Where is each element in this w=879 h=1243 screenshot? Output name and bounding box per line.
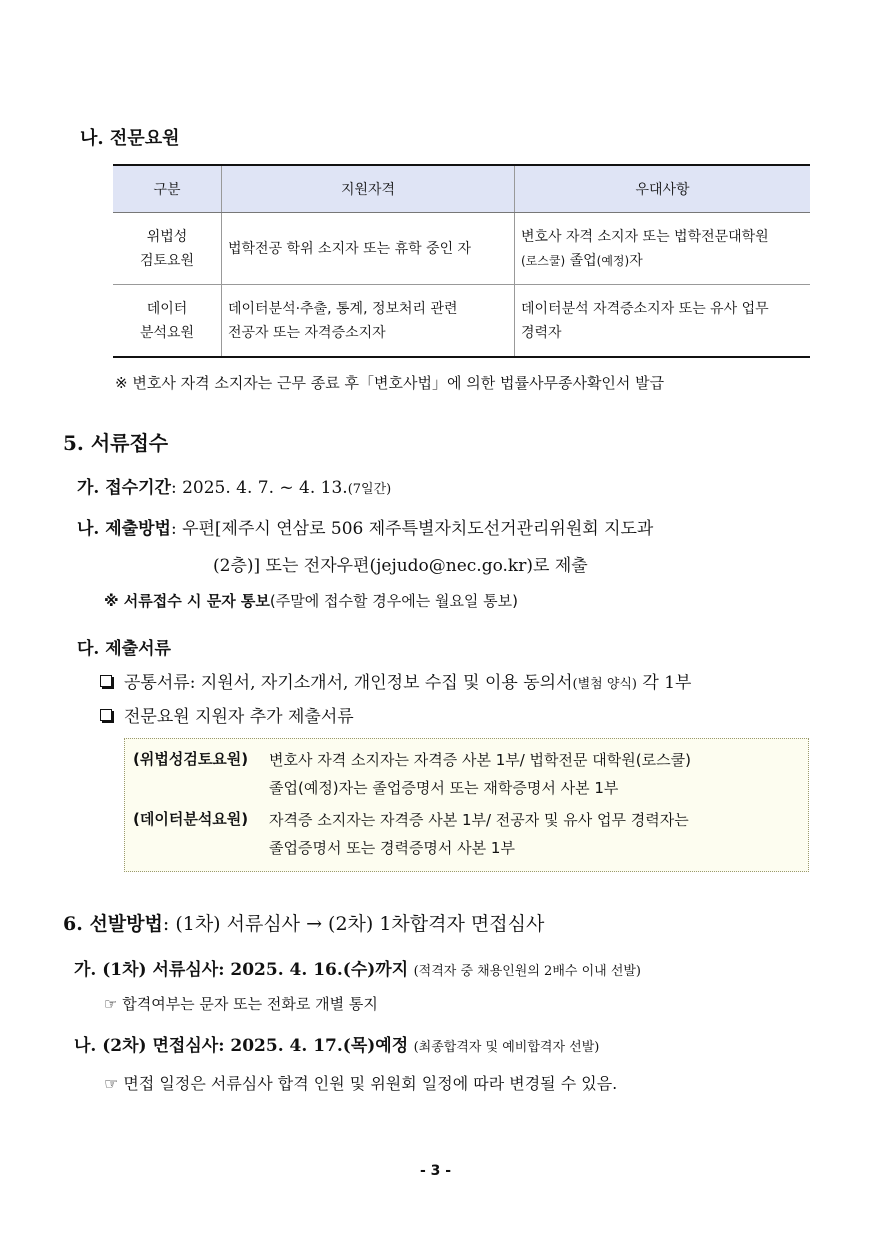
section-5-title: 5. 서류접수: [63, 431, 169, 455]
table-cell-category: [113, 285, 222, 358]
method-line1: : 우편[제주시 연삼로 506 제주특별자치도선거관리위원회 지도과: [170, 519, 654, 539]
stage1-review: [74, 955, 641, 980]
additional-documents-box: [124, 738, 809, 872]
preference-line: 변호사 자격 소지자 또는 법학전문대학원: [521, 228, 769, 245]
box-text-legal: [269, 746, 800, 802]
stage2-note: (최종합격자 및 예비합격자 선발): [413, 1040, 600, 1055]
category-line: 분석요원: [139, 324, 195, 341]
documents-label: 다. 제출서류: [77, 639, 171, 659]
method-label: 나. 제출방법: [77, 519, 171, 539]
category-line: 검토요원: [139, 252, 195, 269]
box-line: 졸업(예정)자는 졸업증명서 또는 재학증명서 사본 1부: [269, 779, 619, 797]
table-header-preference: 우대사항: [515, 165, 811, 213]
stage1-bold: 가. (1차) 서류심사: 2025. 4. 16.(수)까지: [74, 960, 409, 980]
stage2-sub: ☞ 면접 일정은 서류심사 합격 인원 및 위원회 일정에 따라 변경될 수 있음.: [104, 1074, 618, 1093]
common-docs-small: (별첨 양식): [572, 677, 638, 692]
category-line: 데이터: [146, 300, 188, 317]
preference-small-text: (예정): [596, 253, 630, 268]
checkbox-bullet-icon: [100, 675, 112, 687]
expert-documents: [100, 702, 354, 727]
category-line: 위법성: [146, 228, 188, 245]
table-cell-qualification: 법학전공 학위 소지자 또는 휴학 중인 자: [222, 213, 515, 285]
submission-period: [77, 473, 391, 498]
common-docs-text: 공통서류: 지원서, 자기소개서, 개인정보 수집 및 이용 동의서: [124, 673, 573, 693]
section-6-title: [63, 909, 544, 936]
common-docs-text: 각 1부: [637, 673, 692, 693]
notice-rest: (주말에 접수할 경우에는 월요일 통보): [269, 592, 519, 610]
section-title-experts: 나. 전문요원: [80, 128, 180, 149]
preference-line: 데이터분석 자격증소지자 또는 유사 업무: [521, 300, 769, 317]
preference-text: 자: [629, 252, 643, 269]
submission-method: [77, 514, 653, 539]
table-cell-preference: [515, 285, 811, 358]
box-label-data: (데이터분석요원): [133, 810, 249, 828]
preference-text: 졸업: [565, 252, 597, 269]
submission-notice: [104, 590, 518, 611]
method-line2: (2층)] 또는 전자우편(jejudo@nec.go.kr)로 제출: [213, 556, 588, 576]
section-6-title-bold: 6. 선발방법: [63, 913, 163, 935]
common-documents: [100, 668, 691, 693]
box-label-legal: (위법성검토요원): [133, 750, 249, 768]
box-line: 졸업증명서 또는 경력증명서 사본 1부: [269, 839, 515, 857]
period-label: 가. 접수기간: [77, 478, 171, 498]
period-note: (7일간): [347, 482, 392, 497]
table-header-category: 구분: [113, 165, 222, 213]
table-cell-qualification: [222, 285, 515, 358]
table-row: [113, 213, 810, 285]
box-line: 변호사 자격 소지자는 자격증 사본 1부/ 법학전문 대학원(로스쿨): [269, 751, 691, 769]
table-cell-category: [113, 213, 222, 285]
table-header-qualification: 지원자격: [222, 165, 515, 213]
qualification-line: 데이터분석·추출, 통계, 정보처리 관련: [228, 300, 458, 317]
page-number: - 3 -: [420, 1163, 452, 1179]
table-row: [113, 285, 810, 358]
section-6-title-rest: : (1차) 서류심사 → (2차) 1차합격자 면접심사: [162, 913, 545, 935]
stage1-sub: ☞ 합격여부는 문자 또는 전화로 개별 통지: [104, 995, 378, 1013]
table-cell-preference: [515, 213, 811, 285]
notice-bold: ※ 서류접수 시 문자 통보: [104, 592, 270, 610]
table-note: ※ 변호사 자격 소지자는 근무 종료 후「변호사법」에 의한 법률사무종사확인서 발급: [115, 374, 665, 392]
stage1-note: (적격자 중 채용인원의 2배수 이내 선발): [413, 964, 642, 979]
stage2-bold: 나. (2차) 면접심사: 2025. 4. 17.(목)예정: [74, 1036, 409, 1056]
box-text-data: [269, 806, 800, 862]
expert-docs-text: 전문요원 지원자 추가 제출서류: [124, 707, 354, 727]
preference-small-text: (로스쿨): [521, 253, 566, 268]
checkbox-bullet-icon: [100, 709, 112, 721]
preference-line: 경력자: [521, 324, 562, 341]
box-line: 자격증 소지자는 자격증 사본 1부/ 전공자 및 유사 업무 경력자는: [269, 811, 689, 829]
qualification-line: 전공자 또는 자격증소지자: [228, 324, 386, 341]
preference-line: [521, 249, 804, 273]
period-value: : 2025. 4. 7. ~ 4. 13.: [170, 478, 348, 498]
table-header-row: [113, 165, 810, 213]
stage2-interview: [74, 1031, 599, 1056]
expert-qualification-table: [113, 164, 810, 358]
